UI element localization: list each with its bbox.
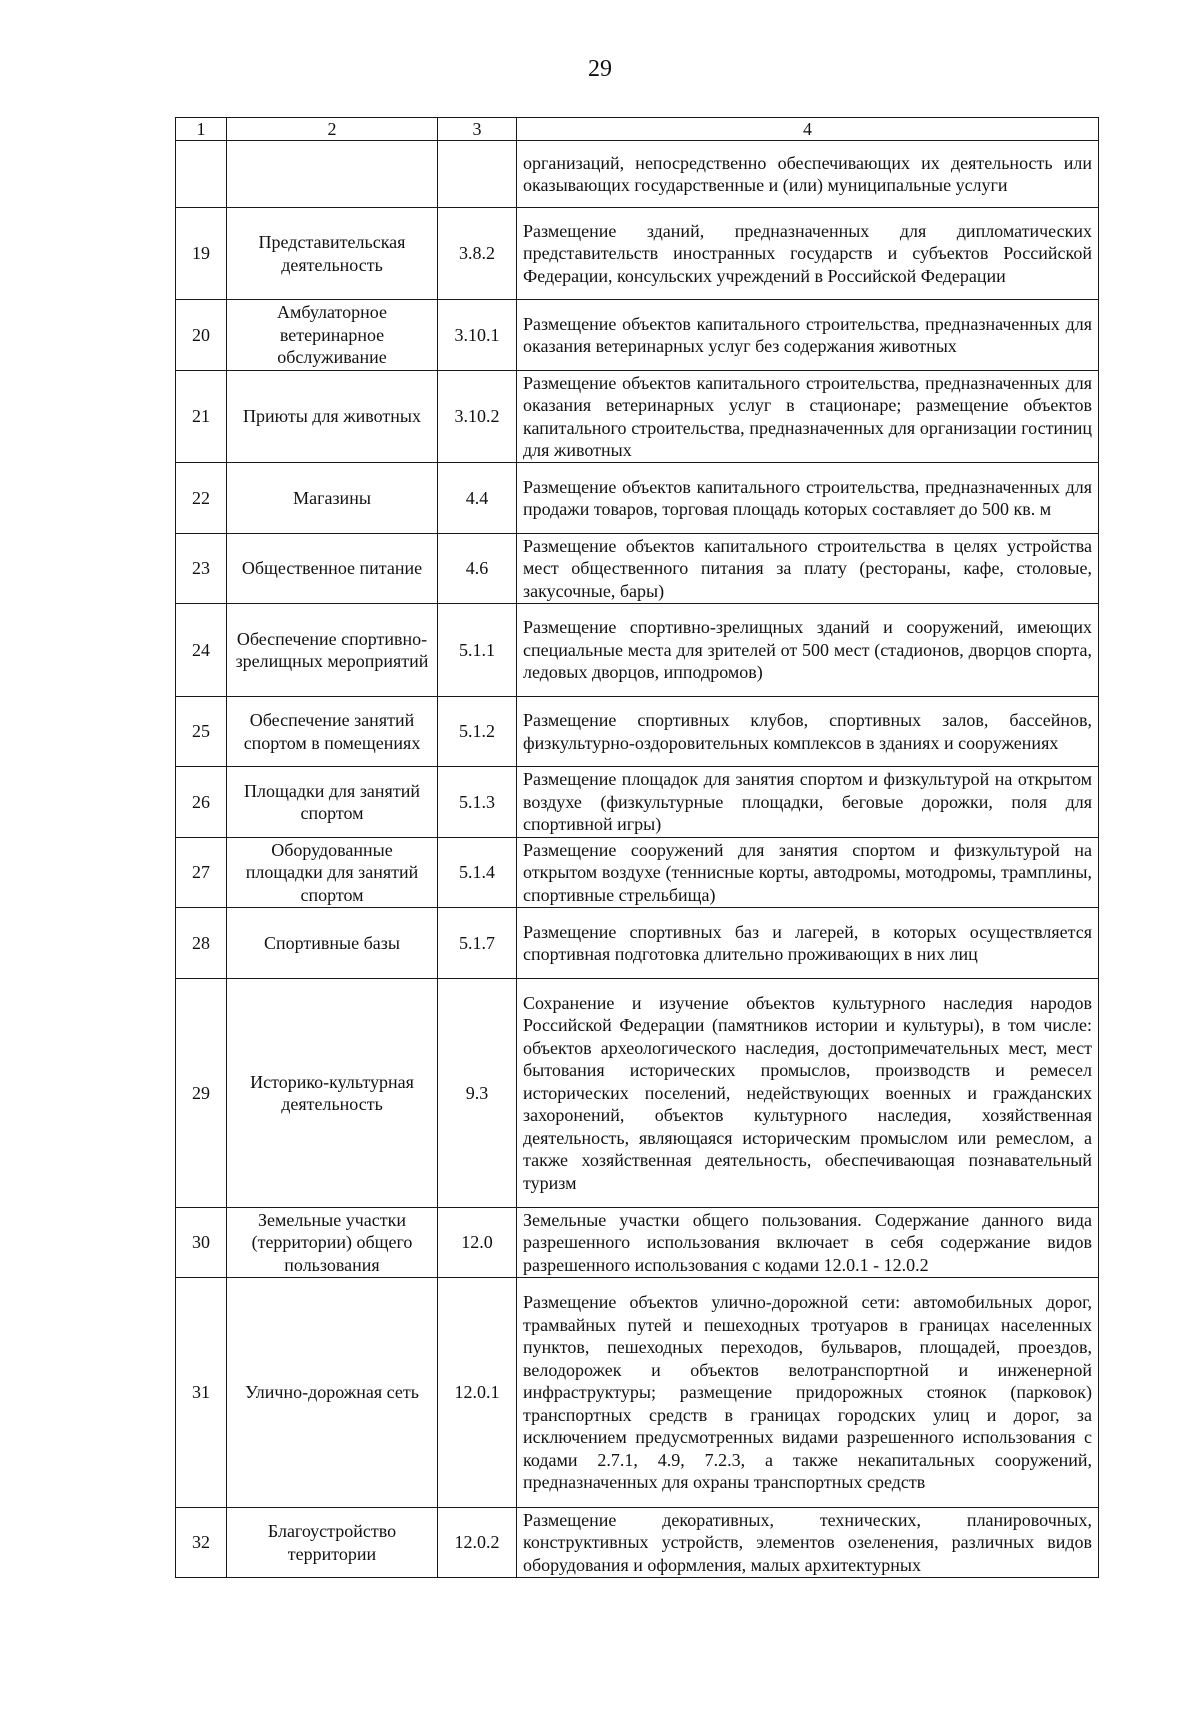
table-row [176, 604, 1099, 697]
table-row [176, 371, 1099, 463]
use-code: 4.6 [438, 534, 517, 604]
use-description: Размещение сооружений для занятия спортом и физкультурой на открытом воздухе (теннисные корты, автодромы, мотодромы, трамплины, спортивные стрельбища) [517, 838, 1099, 908]
table-row [176, 767, 1099, 838]
row-number: 20 [176, 300, 227, 371]
row-number: 28 [176, 908, 227, 979]
use-description: Размещение спортивных клубов, спортивных залов, бассейнов, физкультурно-оздоровительных комплексов в зданиях и сооружениях [517, 697, 1099, 767]
use-code: 5.1.1 [438, 604, 517, 697]
row-number: 29 [176, 979, 227, 1208]
use-code: 4.4 [438, 463, 517, 534]
use-code: 3.10.1 [438, 300, 517, 371]
table-row [176, 838, 1099, 908]
use-name: Представительская деятельность [227, 208, 438, 300]
use-name: Обеспечение занятий спортом в помещениях [227, 697, 438, 767]
use-code: 12.0.1 [438, 1278, 517, 1508]
use-name: Амбулаторное ветеринарное обслуживание [227, 300, 438, 371]
row-number: 21 [176, 371, 227, 463]
use-description: Земельные участки общего пользования. Содержание данного вида разрешенного использования включает в себя содержание видов разрешенного использования с кодами 12.0.1 - 12.0.2 [517, 1208, 1099, 1278]
use-description: Размещение декоративных, технических, планировочных, конструктивных устройств, элементов озеленения, различных видов оборудования и оформления, малых архитектурных [517, 1508, 1099, 1578]
row-number: 31 [176, 1278, 227, 1508]
header-col-1: 1 [176, 118, 227, 141]
use-description: Размещение объектов капитального строительства, предназначенных для оказания ветеринарных услуг без содержания животных [517, 300, 1099, 371]
use-description: Размещение площадок для занятия спортом и физкультурой на открытом воздухе (физкультурные площадки, беговые дорожки, поля для спортивной игры) [517, 767, 1099, 838]
use-name: Общественное питание [227, 534, 438, 604]
table-row [176, 208, 1099, 300]
table-row [176, 1278, 1099, 1508]
row-number: 27 [176, 838, 227, 908]
use-description: Размещение объектов улично-дорожной сети: автомобильных дорог, трамвайных путей и пешеходных тротуаров в границах населенных пунктов, пешеходных переходов, бульваров, площадей, проездов, велодорожек и объектов велотранспортной и инженерной инфраструктуры; размещение придорожных стоянок (парковок) транспортных средств в границах городских улиц и дорог, за исключением предусмотренных видами разрешенного использования с кодами 2.7.1, 4.9, 7.2.3, а также некапитальных сооружений, предназначенных для охраны транспортных средств [517, 1278, 1099, 1508]
use-code: 5.1.3 [438, 767, 517, 838]
use-code [438, 141, 517, 208]
use-name: Спортивные базы [227, 908, 438, 979]
table-row [176, 141, 1099, 208]
use-name: Площадки для занятий спортом [227, 767, 438, 838]
table-row [176, 463, 1099, 534]
use-description: организаций, непосредственно обеспечивающих их деятельность или оказывающих государственные и (или) муниципальные услуги [517, 141, 1099, 208]
row-number: 19 [176, 208, 227, 300]
use-code: 5.1.7 [438, 908, 517, 979]
use-description: Размещение объектов капитального строительства в целях устройства мест общественного питания за плату (рестораны, кафе, столовые, закусочные, бары) [517, 534, 1099, 604]
use-name: Историко-культурная деятельность [227, 979, 438, 1208]
row-number: 24 [176, 604, 227, 697]
row-number: 32 [176, 1508, 227, 1578]
row-number: 30 [176, 1208, 227, 1278]
use-name: Улично-дорожная сеть [227, 1278, 438, 1508]
page-number: 29 [588, 56, 612, 82]
header-col-3: 3 [438, 118, 517, 141]
use-description: Размещение объектов капитального строительства, предназначенных для оказания ветеринарных услуг в стационаре; размещение объектов капитального строительства, предназначенных для организации гостиниц для животных [517, 371, 1099, 463]
use-code: 5.1.4 [438, 838, 517, 908]
table-row [176, 979, 1099, 1208]
use-code: 12.0.2 [438, 1508, 517, 1578]
use-code: 5.1.2 [438, 697, 517, 767]
use-name [227, 141, 438, 208]
header-col-2: 2 [227, 118, 438, 141]
row-number: 23 [176, 534, 227, 604]
table-header-row [176, 118, 1099, 141]
use-code: 12.0 [438, 1208, 517, 1278]
table-row [176, 300, 1099, 371]
use-description: Размещение зданий, предназначенных для дипломатических представительств иностранных государств и субъектов Российской Федерации, консульских учреждений в Российской Федерации [517, 208, 1099, 300]
table-row [176, 908, 1099, 979]
row-number [176, 141, 227, 208]
use-code: 9.3 [438, 979, 517, 1208]
row-number: 25 [176, 697, 227, 767]
use-name: Обеспечение спортивно-зрелищных мероприятий [227, 604, 438, 697]
table-row [176, 1508, 1099, 1578]
use-code: 3.8.2 [438, 208, 517, 300]
use-name: Оборудованные площадки для занятий спортом [227, 838, 438, 908]
header-col-4: 4 [517, 118, 1099, 141]
row-number: 22 [176, 463, 227, 534]
table-row [176, 534, 1099, 604]
table-row [176, 1208, 1099, 1278]
land-use-table [175, 117, 1099, 1578]
use-name: Земельные участки (территории) общего пользования [227, 1208, 438, 1278]
use-code: 3.10.2 [438, 371, 517, 463]
use-name: Приюты для животных [227, 371, 438, 463]
use-description: Размещение спортивно-зрелищных зданий и сооружений, имеющих специальные места для зрителей от 500 мест (стадионов, дворцов спорта, ледовых дворцов, ипподромов) [517, 604, 1099, 697]
use-description: Размещение объектов капитального строительства, предназначенных для продажи товаров, торговая площадь которых составляет до 500 кв. м [517, 463, 1099, 534]
table-row [176, 697, 1099, 767]
use-description: Сохранение и изучение объектов культурного наследия народов Российской Федерации (памятников истории и культуры), в том числе: объектов археологического наследия, достопримечательных мест, мест бытования исторических промыслов, производств и ремесел исторических поселений, недействующих военных и гражданских захоронений, объектов культурного наследия, хозяйственная деятельность, являющаяся историческим промыслом или ремеслом, а также хозяйственная деятельность, обеспечивающая познавательный туризм [517, 979, 1099, 1208]
row-number: 26 [176, 767, 227, 838]
use-name: Благоустройство территории [227, 1508, 438, 1578]
use-name: Магазины [227, 463, 438, 534]
use-description: Размещение спортивных баз и лагерей, в которых осуществляется спортивная подготовка длительно проживающих в них лиц [517, 908, 1099, 979]
